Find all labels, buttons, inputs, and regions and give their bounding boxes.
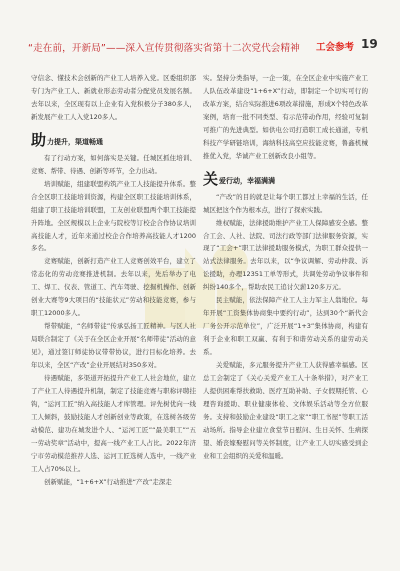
left-column: [31, 72, 196, 489]
paragraph: 待遇赋能，多渠道开拓提升产业工人社会地位，建立了产业工人待遇提升机制，制定了技能竞赛与职称评聘挂钩，“运河工匠”纳入高技能人才库管理。评先树优向一线工人倾斜，鼓励技能人才创新创业等政策，在选树各级劳动模范、建功在城发进个人、“运河工匠”“最美职工”“五一劳动奖章”活动中，提高一线产业工人占比。2022年济宁市劳动模范推荐人选、运河工匠选树人选中，一线产业工人占70%以上。: [31, 374, 196, 473]
paragraph: 帮带赋能，“名师带徒”传承弘扬工匠精神。与区人社局联合制定了《关于在全区企业开展“名师带徒”活动的意见》，通过签订师徒协议带带协议，进行目标化培养。去年以来，全区“产改”企业开展结对350多对。: [31, 322, 196, 370]
paragraph: 有了行动方案，如何落实是关键。任城区抓住培训、竞赛、帮带、待遇、创新等环节，全力出动。: [31, 153, 196, 175]
page-number: 19: [361, 37, 378, 51]
section-heading-text: 力提升，渠道畅通: [47, 137, 104, 146]
section-heading-text: 爱行动，幸福满满: [219, 176, 276, 185]
magazine-brand-logo: 工会参考: [316, 42, 355, 53]
right-column: [203, 72, 368, 463]
header-title: “走在前，开新局”——深入宣传贯彻落实省第十二次党代会精神: [28, 43, 300, 54]
section-heading-care: [203, 165, 368, 187]
section-heading-big-char: 关: [203, 169, 219, 188]
paragraph: 民主赋能，依法保障产业工人主力军主人翁地位。每年开展“工资集体协商集中要约行动”，达到30个“新代会厂务公开示范单位”，广泛开展“1+3”集体协商，构建有利于企业和职工双赢、有利于和谐劳动关系的建劳动关系。: [203, 296, 368, 357]
paragraph: “产改”的目的就是让每个职工都过上幸福的生活，任城区把这个作为根本点，进行了探索实践。: [203, 192, 368, 214]
paragraph: 创新赋能，“1+6+X”行动推进“产改”走深走: [44, 477, 172, 486]
section-heading-capability: [31, 126, 196, 148]
paragraph: 关爱赋能，多元服务提升产业工人获得感幸福感。区总工会制定了《关心关爱产业工人十条举措》，对产业工人提供困难帮扶救助、医疗互助补助、子女假期托管、心理咨询援助、职业健康体检、文体娱乐活动等全方位服务。支持和鼓励企业建设“职工之家”“职工书屋”等职工活动场所。指导企业建立食堂节日慰问、生日关怀、生病探望、婚丧嫁娶慰问等关怀制度，让产业工人切实感受到企业和工会组织的关爱和温暖。: [203, 361, 368, 460]
paragraph: 守信念、懂技术会创新的产业工人培养入党。区委组织部专门为产业工人、新就业形态劳动者分配党员发展名额。去年以来，全区现有以上企业有入党积极分子380多人，新发展产业工人入党120多人。: [31, 74, 196, 121]
paragraph: 维权赋能，法律援助维护产业工人保障感安全感。整合工会、人社、法院、司法行政等部门法律服务资源，实现了“工会+”职工法律援助服务模式，为职工群众提供一站式法律服务。去年以来，以“争议调解、劳动仲裁、诉讼援助，办理12351工单等形式，共调处劳动争议事件和纠纷140多个，帮助农民工追讨欠薪120多万元。: [203, 218, 368, 292]
paragraph: 培训赋能，组建联盟构筑产业工人技能提升体系。整合全区职工技能培训资源，构建全区职工技能培训体系，组建了职工技能培训联盟，工友创业联盟两个职工技能提升阵地。全区规模以上企业与院校等订校企合作协议培训高技能人才，近年来通过校企合作培养高技能人才1200多名。: [31, 179, 196, 253]
paragraph: 竞赛赋能，创新打造产业工人竞赛创效平台，建立了常态化的劳动竞赛推进机制。去年以来，先后举办了电工、焊工、仪表、管道工、汽车驾驶、挖掘机操作、创新创业大赛等9大项目的“技能状元”劳动和技能竞赛，参与职工12000多人。: [31, 257, 196, 318]
page-header: [0, 0, 400, 78]
paragraph: 实。坚持分类指导，一企一策，在全区企业中实施产业工人队伍改革建设“1+6+X”行动，即制定一个切实可行的改革方案，结合实际推进6项改革措施，形成X个特色改革案例，培育一批不同类型、有示范带动作用，经验可复制可推广的先进典型。如供电公司打造职工成长通道，专机科技产学研链培训，海纳科技高空应技能竞赛，鲁鑫机械推优入党，华诚产业工创新改良小组等。: [203, 74, 368, 160]
section-heading-big-char: 助: [31, 130, 47, 149]
